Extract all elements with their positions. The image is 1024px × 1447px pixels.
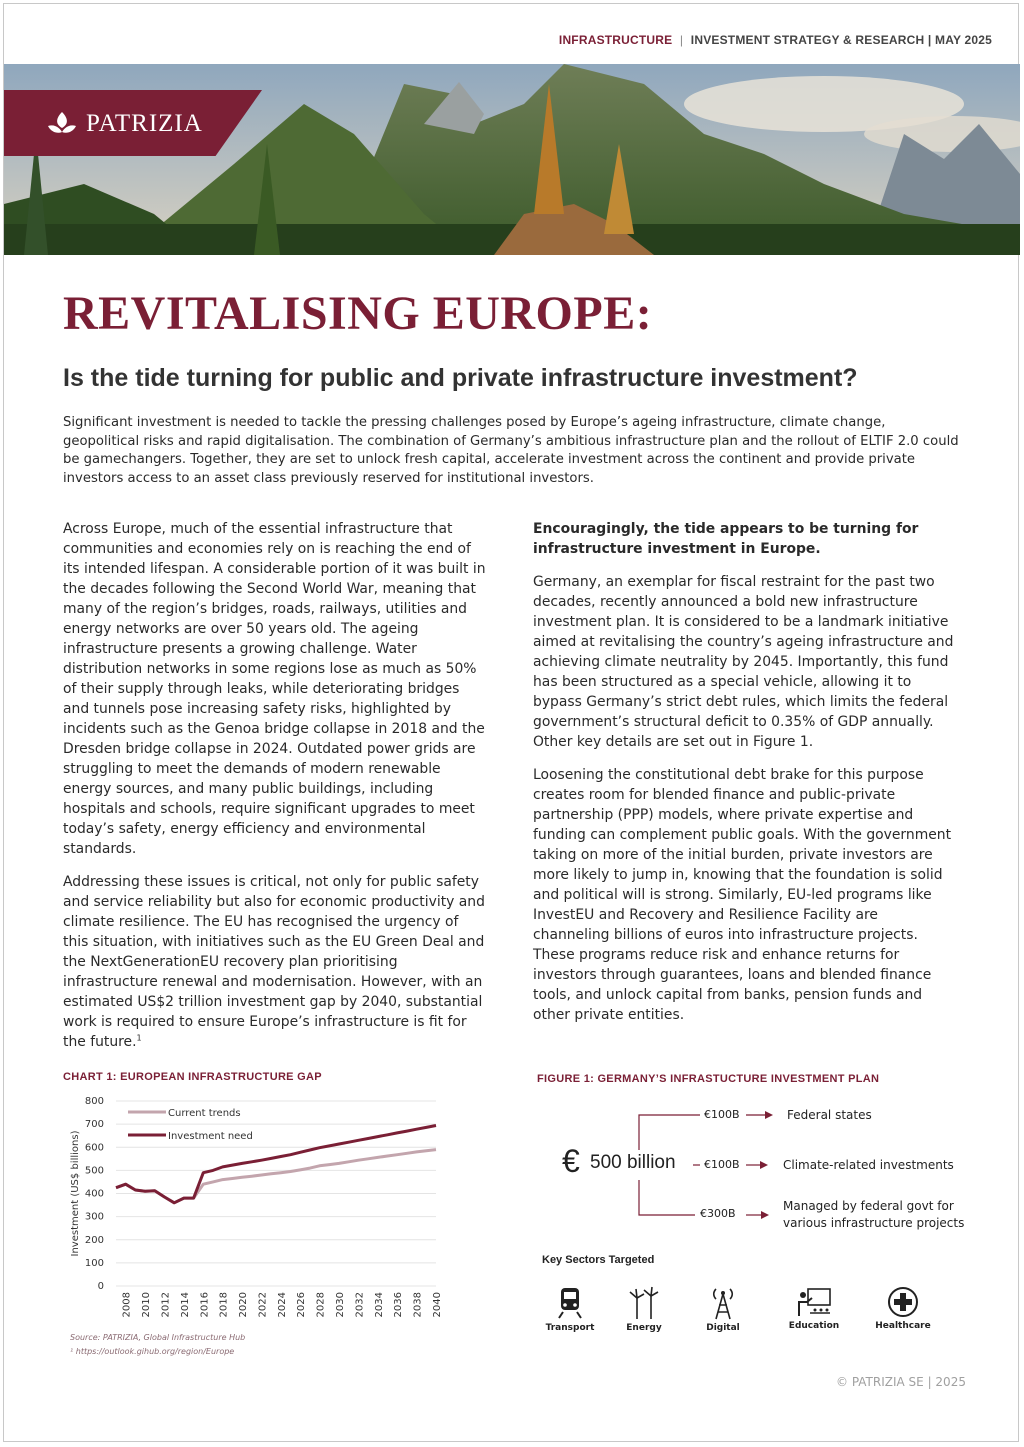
- sector-label-transport: Transport: [545, 1323, 595, 1333]
- section-label: INFRASTRUCTURE: [558, 33, 673, 47]
- patrizia-leaf-icon: [46, 110, 78, 136]
- x-tick-label: 2014: [179, 1292, 191, 1318]
- sector-healthcare: [868, 1286, 938, 1331]
- wind-turbine-icon: [627, 1286, 661, 1320]
- page-title: REVITALISING EUROPE:: [63, 287, 653, 340]
- x-tick-label: 2026: [296, 1292, 308, 1318]
- x-tick-label: 2028: [315, 1292, 327, 1318]
- x-tick-label: 2022: [257, 1292, 269, 1318]
- left-column: [63, 519, 487, 1065]
- series-line-investment-need: [116, 1126, 436, 1203]
- y-tick-label: 400: [84, 1188, 104, 1200]
- chart-source: Source: PATRIZIA, Global Infrastructure Hub: [70, 1333, 246, 1342]
- x-tick-label: 2016: [199, 1292, 211, 1318]
- branch-destination-3-line2: various infrastructure projects: [783, 1216, 965, 1230]
- train-icon: [555, 1286, 585, 1320]
- series-label: INVESTMENT STRATEGY & RESEARCH: [690, 33, 925, 47]
- x-tick-label: 2010: [141, 1292, 153, 1318]
- legend-label: Current trends: [168, 1108, 241, 1119]
- right-paragraph-2: Loosening the constitutional debt brake for this purpose creates room for blended finance and public-private partnership (PPP) models, where private expertise and funding can complement public goals. With the government taking on more of the initial burden, private investors are more likely to jump in, knowing that the foundation is solid and political will is strong. Similarly, EU-led programs like InvestEU and Recovery and Resilience Facility are channeling billions of euros into infrastructure projects. These programs reduce risk and enhance returns for investors through guarantees, loans and blended finance tools, and unlock capital from banks, pension funds and other private entities.: [533, 767, 952, 1023]
- intro-paragraph: Significant investment is needed to tackle the pressing challenges posed by Europe’s ageing infrastructure, climate change, geopolitical risks and rapid digitalisation. The combination of Germany’s ambitious infrastructure plan and the rollout of ELTIF 2.0 could be gamechangers. Together, they are set to unlock fresh capital, accelerate investment across the continent and provide private investors access to an asset class previously reserved for institutional investors.: [63, 415, 959, 486]
- y-tick-label: 600: [84, 1142, 104, 1154]
- right-column: [533, 519, 957, 1038]
- x-tick-label: 2024: [276, 1292, 288, 1318]
- branch-destination-1: Federal states: [787, 1108, 872, 1122]
- y-tick-label: 300: [84, 1211, 104, 1223]
- x-tick-label: 2020: [238, 1292, 250, 1318]
- x-tick-label: 2032: [354, 1292, 366, 1318]
- total-amount: 500 billion: [590, 1152, 676, 1173]
- euro-symbol: €: [562, 1143, 580, 1179]
- sector-label-energy: Energy: [626, 1323, 662, 1333]
- x-tick-label: 2018: [218, 1292, 230, 1318]
- page-subtitle: Is the tide turning for public and private infrastructure investment?: [63, 364, 858, 392]
- sector-label-digital: Digital: [706, 1323, 740, 1333]
- right-lead-paragraph: Encouragingly, the tide appears to be turning for infrastructure investment in Europe.: [533, 521, 919, 557]
- x-tick-label: 2036: [393, 1292, 405, 1318]
- legend-label: Investment need: [168, 1131, 253, 1142]
- infrastructure-gap-chart: [60, 1090, 450, 1330]
- y-tick-label: 500: [84, 1165, 104, 1177]
- sector-transport: [535, 1286, 605, 1333]
- left-paragraph-1: Across Europe, much of the essential infrastructure that communities and economies rely on is reaching the end of its intended lifespan. A considerable portion of it was built in the decades following the Second World War, meaning that many of the region’s bridges, roads, railways, utilities and energy networks are over 50 years old. The ageing infrastructure presents a growing challenge. Water distribution networks in some regions lose as much as 50% of their supply through leaks, while deteriorating bridges and tunnels pose increasing safety risks, highlighted by incidents such as the Genoa bridge collapse in 2018 and the Dresden bridge collapse in 2024. Outdated power grids are struggling to meet the demands of modern renewable energy sources, and many public buildings, including hospitals and schools, require significant upgrades to meet today’s safety, energy efficiency and environmental standards.: [63, 521, 486, 857]
- chart-title: CHART 1: EUROPEAN INFRASTRUCTURE GAP: [63, 1071, 322, 1083]
- x-tick-label: 2030: [335, 1292, 347, 1318]
- y-tick-label: 0: [97, 1281, 104, 1292]
- branch-destination-2: Climate-related investments: [783, 1158, 954, 1172]
- medical-cross-icon: [887, 1286, 919, 1318]
- branch-destination-3-line1: Managed by federal govt for: [783, 1199, 954, 1213]
- sector-digital: [688, 1286, 758, 1333]
- x-tick-label: 2034: [373, 1292, 385, 1318]
- sector-label-education: Education: [788, 1321, 840, 1331]
- sector-energy: [609, 1286, 679, 1333]
- left-paragraph-2-text: Addressing these issues is critical, not only for public safety and service reliability but also for economic productivity and climate resilience. The EU has recognised the urgency of this situation, with initiatives such as the EU Green Deal and the NextGenerationEU recovery plan prioritising infrastructure renewal and modernisation. However, with an estimated US$2 trillion investment gap by 2040, substantial work is required to ensure Europe’s infrastructure is fit for the future.: [63, 874, 485, 1050]
- branch-amount-2: €100B: [704, 1158, 740, 1171]
- y-tick-label: 200: [84, 1234, 104, 1246]
- y-tick-label: 100: [84, 1257, 104, 1269]
- issue-date: | MAY 2025: [927, 33, 992, 47]
- brand-logo: [4, 90, 262, 156]
- investment-plan-figure: [535, 1095, 995, 1255]
- sector-education: [779, 1286, 849, 1331]
- x-tick-label: 2012: [160, 1292, 172, 1318]
- figure-title: FIGURE 1: GERMANY’S INFRASTUCTURE INVESTMENT PLAN: [537, 1073, 880, 1085]
- classroom-icon: [796, 1286, 832, 1318]
- branch-amount-1: €100B: [704, 1108, 740, 1121]
- header-separator: |: [679, 33, 684, 47]
- right-paragraph-1: Germany, an exemplar for fiscal restraint for the past two decades, recently announced a bold new infrastructure investment plan. It is considered to be a landmark initiative aimed at revitalising the country’s ageing infrastructure and achieving climate neutrality by 2045. Importantly, this fund has been structured as a special vehicle, allowing it to bypass Germany’s strict debt rules, which limits the federal government’s structural deficit to 0.35% of GDP annually. Other key details are set out in Figure 1.: [533, 574, 954, 750]
- brand-name: PATRIZIA: [86, 110, 203, 137]
- sectors-heading: Key Sectors Targeted: [542, 1254, 655, 1266]
- x-tick-label: 2038: [412, 1292, 424, 1318]
- x-tick-label: 2040: [432, 1292, 443, 1318]
- copyright-notice: © PATRIZIA SE | 2025: [836, 1375, 966, 1389]
- radio-tower-icon: [708, 1286, 738, 1320]
- footnote-marker: 1: [136, 1033, 142, 1043]
- y-axis-label: Investment (US$ billions): [70, 1130, 81, 1257]
- x-tick-label: 2008: [121, 1292, 133, 1318]
- chart-footnote: ¹ https://outlook.gihub.org/region/Europe: [70, 1347, 235, 1356]
- branch-amount-3: €300B: [700, 1207, 736, 1220]
- y-tick-label: 800: [84, 1096, 104, 1107]
- sector-label-healthcare: Healthcare: [875, 1321, 931, 1331]
- y-tick-label: 700: [84, 1119, 104, 1131]
- left-paragraph-2: [63, 872, 487, 1052]
- document-header: [559, 33, 992, 47]
